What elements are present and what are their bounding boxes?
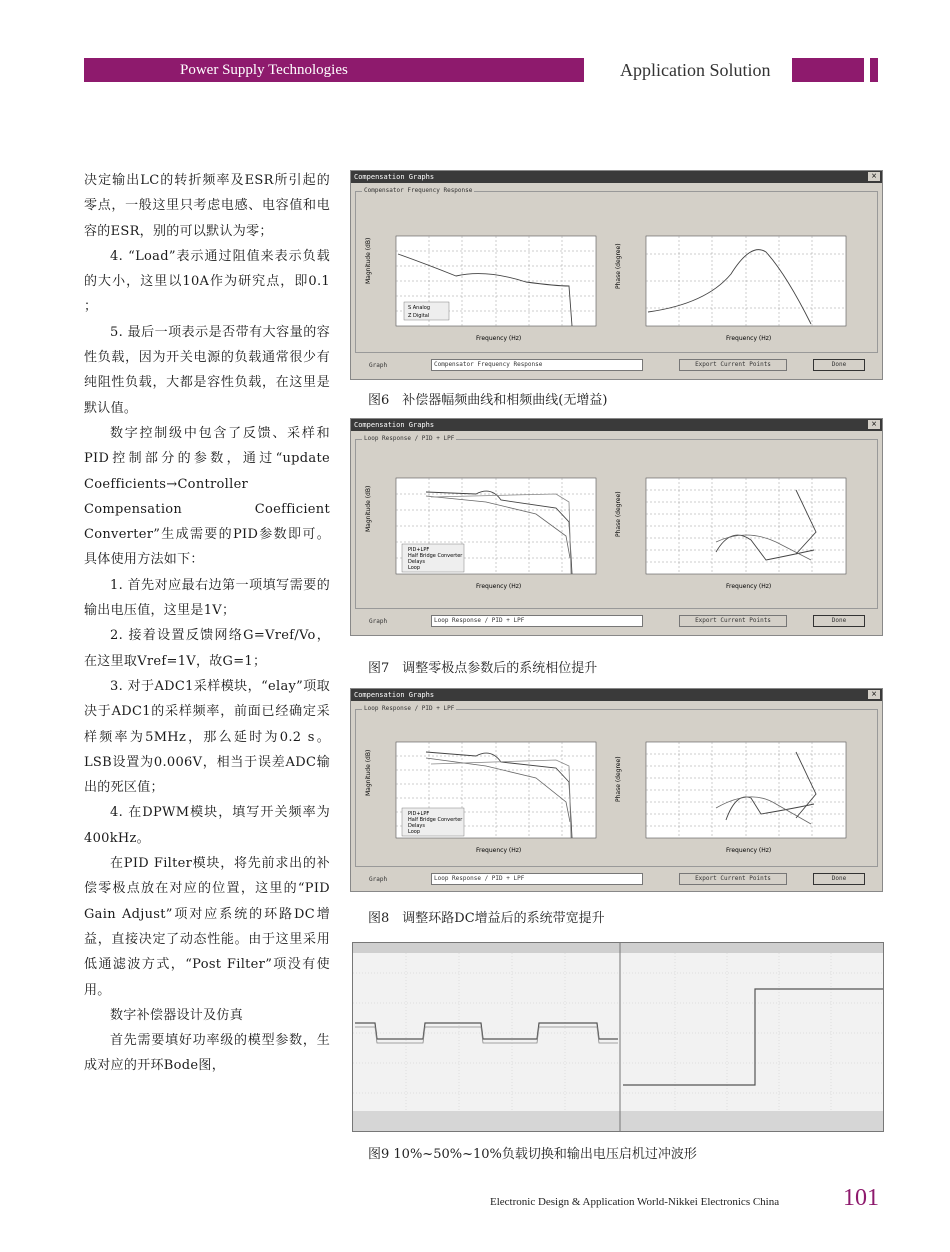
oscilloscope-captures xyxy=(352,942,884,1132)
figure-7-window xyxy=(350,418,883,636)
close-icon[interactable]: × xyxy=(868,420,880,429)
group-label: Compensator Frequency Response xyxy=(364,187,473,194)
page-number: 101 xyxy=(843,1185,879,1211)
legend-item: S Analog xyxy=(408,305,431,311)
window-title: Compensation Graphs xyxy=(351,689,882,701)
x-axis-label: Frequency (Hz) xyxy=(726,583,772,590)
done-button[interactable]: Done xyxy=(813,873,865,885)
export-button[interactable]: Export Current Points xyxy=(679,873,787,885)
section-heading: 数字补偿器设计及仿真 xyxy=(110,1007,244,1023)
body-text xyxy=(84,168,330,1079)
paragraph: 1. 首先对应最右边第一项填写需要的输出电压值，这里是1V； xyxy=(84,577,330,619)
legend-item: Loop xyxy=(408,829,420,835)
x-axis-label: Frequency (Hz) xyxy=(476,335,522,342)
graph-select[interactable]: Compensator Frequency Response xyxy=(431,359,643,371)
y-axis-label: Phase (degree) xyxy=(615,756,622,802)
bode-plots xyxy=(356,442,876,608)
header-accent-bar xyxy=(792,58,864,82)
paragraph: 在PID Filter模块，将先前求出的补偿零极点放在对应的位置，这里的“PID Gain Adjust”项对应系统的环路DC增益，直接决定了动态性能。由于这里采用低通滤波方式，“Post Filter”项没有使用。 xyxy=(84,856,330,998)
graph-select[interactable]: Loop Response / PID + LPF xyxy=(431,615,643,627)
y-axis-label: Magnitude (dB) xyxy=(365,749,372,796)
graph-select[interactable]: Loop Response / PID + LPF xyxy=(431,873,643,885)
bode-plots xyxy=(356,712,876,866)
y-axis-label: Phase (degree) xyxy=(615,491,622,537)
legend-item: Delays xyxy=(408,823,425,829)
window-title: Compensation Graphs xyxy=(351,171,882,183)
header-section-title: Power Supply Technologies xyxy=(84,58,584,82)
figure-caption: 图6 补偿器幅频曲线和相频曲线(无增益) xyxy=(368,393,608,408)
window-title: Compensation Graphs xyxy=(351,419,882,431)
graph-group xyxy=(355,435,878,609)
y-axis-label: Magnitude (dB) xyxy=(365,237,372,284)
group-label: Loop Response / PID + LPF xyxy=(364,705,455,712)
x-axis-label: Frequency (Hz) xyxy=(726,847,772,854)
figure-6-window xyxy=(350,170,883,380)
x-axis-label: Frequency (Hz) xyxy=(726,335,772,342)
paragraph: 4. 在DPWM模块，填写开关频率为400kHz。 xyxy=(84,805,330,846)
close-icon[interactable]: × xyxy=(868,690,880,699)
legend-item: PID+LPF xyxy=(408,811,430,817)
header-column-title: Application Solution xyxy=(620,60,771,80)
export-button[interactable]: Export Current Points xyxy=(679,615,787,627)
header-accent-mark xyxy=(870,58,878,82)
y-axis-label: Magnitude (dB) xyxy=(365,485,372,532)
paragraph: 3. 对于ADC1采样模块，“elay”项取决于ADC1的采样频率，前面已经确定采样频率为5MHz，那么延时为0.2 s。LSB设置为0.006V，相当于误差ADC输出的死区值； xyxy=(84,678,330,796)
waveform-plots xyxy=(353,943,883,1131)
legend-item: Half Bridge Converter xyxy=(408,817,463,823)
graph-label: Graph xyxy=(369,876,388,883)
legend-item: Loop xyxy=(408,565,420,571)
figure-8-window xyxy=(350,688,883,892)
legend-item: Delays xyxy=(408,559,425,565)
graph-group xyxy=(355,705,878,867)
graph-label: Graph xyxy=(369,362,388,369)
close-icon[interactable]: × xyxy=(868,172,880,181)
x-axis-label: Frequency (Hz) xyxy=(476,583,522,590)
x-axis-label: Frequency (Hz) xyxy=(476,847,522,854)
legend-item: PID+LPF xyxy=(408,547,430,553)
figure-caption: 图7 调整零极点参数后的系统相位提升 xyxy=(368,661,598,676)
export-button[interactable]: Export Current Points xyxy=(679,359,787,371)
done-button[interactable]: Done xyxy=(813,615,865,627)
paragraph: 决定输出LC的转折频率及ESR所引起的零点，一般这里只考虑电感、电容值和电容的ESR，别的可以默认为零； xyxy=(84,173,330,239)
legend-item: Z Digital xyxy=(408,313,430,319)
graph-label: Graph xyxy=(369,618,388,625)
paragraph: 4. “Load”表示通过阻值来表示负载的大小，这里以10A作为研究点，即0.1 ； xyxy=(84,248,330,315)
paragraph: 首先需要填好功率级的模型参数，生成对应的开环Bode图， xyxy=(84,1033,330,1074)
graph-group xyxy=(355,187,878,353)
legend-item: Half Bridge Converter xyxy=(408,553,463,559)
footer-publication: Electronic Design & Application World-Nikkei Electronics China xyxy=(490,1196,780,1208)
y-axis-label: Phase (degree) xyxy=(615,243,622,289)
paragraph: 5. 最后一项表示是否带有大容量的容性负载，因为开关电源的负载通常很少有纯阻性负载，大都是容性负载，在这里是默认值。 xyxy=(84,324,330,416)
paragraph: 2. 接着设置反馈网络G=Vref/Vo，在这里取Vref=1V，故G=1； xyxy=(84,628,330,669)
done-button[interactable]: Done xyxy=(813,359,865,371)
bode-plots xyxy=(356,194,876,352)
figure-caption: 图8 调整环路DC增益后的系统带宽提升 xyxy=(368,911,605,926)
paragraph: 数字控制级中包含了反馈、采样和PID控制部分的参数，通过“update Coefficients→Controller Compensation Coefficient Converter”生成需要的PID参数即可。具体使用方法如下： xyxy=(84,425,330,568)
figure-caption: 图9 10%~50%~10%负载切换和输出电压启机过冲波形 xyxy=(368,1147,697,1162)
group-label: Loop Response / PID + LPF xyxy=(364,435,455,442)
